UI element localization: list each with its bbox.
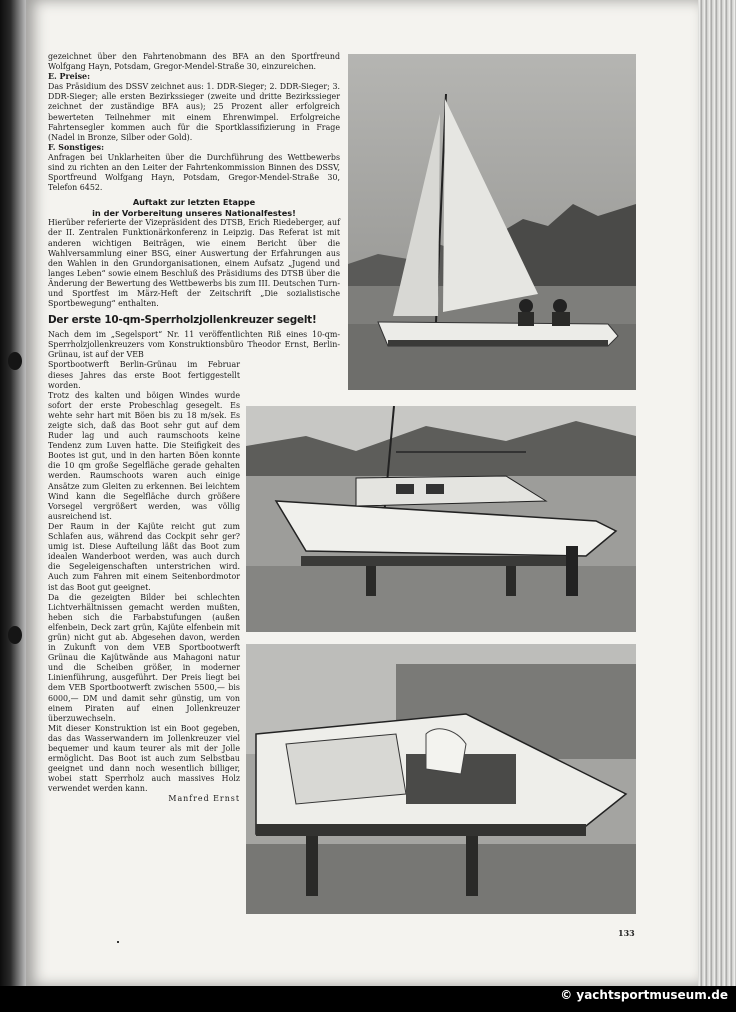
photo-boat-on-trailer [246, 406, 636, 632]
article-paragraph-2: Trotz des kalten und böigen Windes wurde sofort der erste Probeschlag gesegelt. Es wehte sehr hart mit Böen bis zu 18 m/sek. Es zeigte sich, daß das Boot sehr gut auf dem Ruder lag und auch raumschoots keine Tendenz zum Luven hatte. Die Steifigkeit des Bootes ist gut, und in den harten Böen konnte die 10 qm große Segelfläche gerade gehalten werden. Raumschoots waren auch einige Ansätze zum Gleiten zu erkennen. Bei leichtem Wind kann die Segelfläche durch größere Vorsegel vergrößert werden, was völlig ausreichend ist. [48, 390, 240, 521]
article-paragraph-1-cont: Sportbootwerft Berlin-Grünau im Februar dieses Jahres das erste Boot fertiggestellt worden. [48, 360, 240, 390]
author-signature: Manfred Ernst [168, 794, 240, 804]
book-left-edge [0, 0, 26, 1012]
binder-hole [8, 352, 22, 370]
preise-paragraph: Das Präsidium des DSSV zeichnet aus: 1. DDR-Sieger; 2. DDR-Sieger; 3. DDR-Sieger; alle ersten Bezirkssieger (zweite und dritte Bezirkssieger zeichnet der zuständige BFA aus); 25 Prozent aller erfolgreich bewerteten Teilnehmer mit einem Ehrenwimpel. Erfolgreiche Fahrtensegler kommen auch für die Sportklassifizierung in Frage (Nadel in Bronze, Silber oder Gold). [48, 82, 340, 142]
auftakt-headline-line1: Auftakt zur letzten Etappe [132, 197, 256, 208]
sonstiges-paragraph: Anfragen bei Unklarheiten über die Durchführung des Wettbewerbs sind zu richten an den Leiter der Fahrtenkommission Binnen des DSSV, Sportfreund Wolfgang Hayn, Potsdam, Gregor-Mendel-Straße 30, Telefon 6452. [48, 152, 340, 193]
photo-boat-cockpit [246, 644, 636, 914]
article-paragraph-4: Da die gezeigten Bilder bei schlechten Lichtverhältnissen gemacht werden mußten, heben sich die Farbabstufungen (außen elfenbein, Deck zart grün, Kajüte elfenbein mit grün) nicht gut ab. Abgesehen davon, werden in Zukunft von dem VEB Sportbootwerft Grünau die Kajütwände aus Mahagoni natur und die Scheiben größer, in moderner Linienführung, ausgeführt. Der Preis liegt bei dem VEB Sportbootwerft zwischen 5500,— bis 6000,— DM und damit sehr günstig, um von einem Piraten auf einen Jollenkreuzer überzuwechseln. [48, 592, 240, 723]
book-page-stack [698, 0, 736, 986]
auftakt-paragraph: Hierüber referierte der Vizepräsident des DTSB, Erich Riedeberger, auf der II. Zentralen Funktionärkonferenz in Leipzig. Das Referat ist mit anderen wichtigen Beiträgen, wie einem Bericht über die Wahlversammlung einer BSG, einer Auswertung der Erfahrungen aus den Wahlen in den Grundorganisationen, einem Aufsatz „Jugend und langes Leben“ sowie einem Beschluß des Präsidiums des DTSB über die Änderung der Bewertung des Wettbewerbs bis zum III. Deutschen Turn- und Sportfest im März-Heft der Zeitschrift „Die sozialistische Sportbewegung“ enthalten. [48, 218, 340, 309]
section-heading-preise: E. Preise: [48, 72, 90, 82]
page-number: 133 [618, 928, 635, 938]
intro-paragraph: gezeichnet über den Fahrtenobmann des BFA an den Sportfreund Wolfgang Hayn, Potsdam, Gregor-Mendel-Straße 30, einzureichen. [48, 52, 340, 72]
article-paragraph-5: Mit dieser Konstruktion ist ein Boot gegeben, das das Wasserwandern im Jollenkreuzer viel bequemer und kaum teurer als mit der Jolle ermöglicht. Das Boot ist auch zum Selbstbau geeignet und dann noch wesentlich billiger, wobei statt Sperrholz auch massives Holz verwendet werden kann. [48, 723, 240, 794]
photo-boat-sailing [348, 54, 636, 390]
copyright-notice: © yachtsportmuseum.de [560, 988, 728, 1002]
print-speck [117, 941, 119, 943]
article-paragraph-3: Der Raum in der Kajüte reicht gut zum Schlafen aus, während das Cockpit sehr ger?umig ist. Diese Aufteilung läßt das Boot zum idealen Wanderboot werden, was auch durch die Segeleigenschaften unterstrichen wird. Auch zum Fahren mit einem Seitenbordmotor ist das Boot gut geeignet. [48, 521, 240, 592]
article-title: Der erste 10-qm-Sperrholzjollenkreuzer segelt! [48, 314, 317, 327]
section-heading-sonstiges: F. Sonstiges: [48, 142, 104, 152]
binder-hole [8, 626, 22, 644]
auftakt-headline-line2: in der Vorbereitung unseres Nationalfestes! [92, 207, 296, 218]
article-paragraph-1: Nach dem im „Segelsport“ Nr. 11 veröffentlichten Riß eines 10-qm-Sperrholzjollenkreuzers vom Konstruktionsbüro Theodor Ernst, Berlin-Grünau, ist auf der VEB [48, 330, 340, 360]
